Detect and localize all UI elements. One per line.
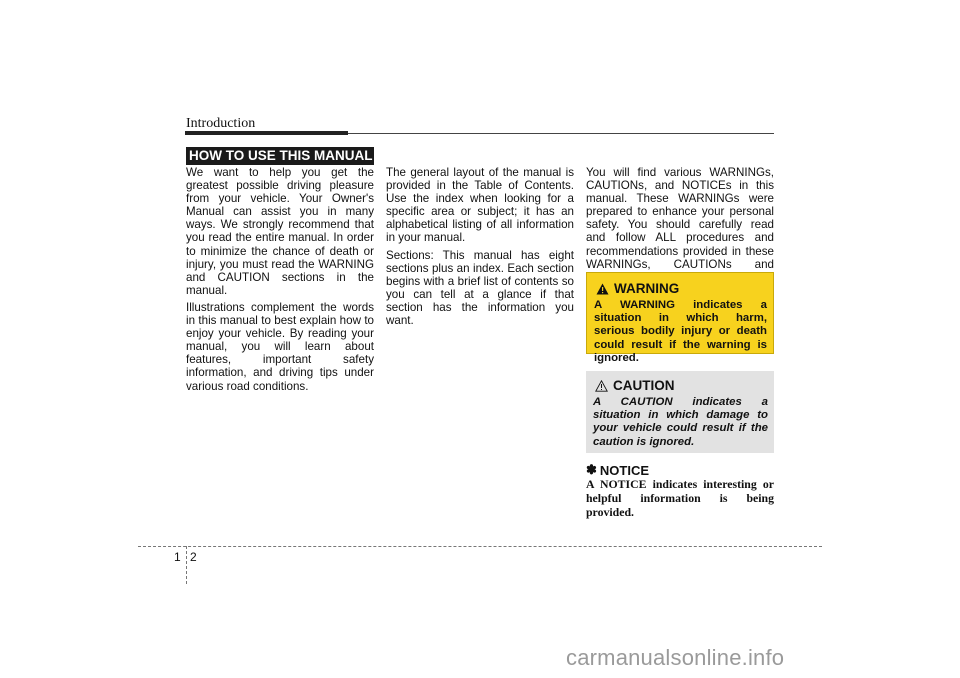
column-3 xyxy=(586,166,774,288)
warning-triangle-icon xyxy=(596,283,609,295)
caution-box xyxy=(586,371,774,453)
header-title: Introduction xyxy=(186,116,256,131)
column-2 xyxy=(386,166,574,331)
footer-divider xyxy=(186,546,187,584)
column-1 xyxy=(186,166,374,397)
footer-rule xyxy=(138,546,822,547)
caution-title xyxy=(595,378,768,393)
notice-text: A NOTICE indicates interesting or helpful information is being provided. xyxy=(586,477,774,519)
caution-title-label: CAUTION xyxy=(613,378,675,393)
column-2-paragraph: Sections: This manual has eight sections plus an index. Each section begins with a brief list of contents so you can tell at a glance if that section has the information you want. xyxy=(386,248,574,328)
caution-triangle-icon xyxy=(595,380,608,392)
column-1-paragraph: Illustrations complement the words in this manual to best explain how to enjoy your vehicle. By reading your manual, you will learn about features, important safety information, and driving tips under various road conditions. xyxy=(186,300,374,393)
warning-text: A WARNING indicates a situation in which harm, serious bodily injury or death could result if the warning is ignored. xyxy=(594,299,767,364)
section-heading: HOW TO USE THIS MANUAL xyxy=(186,147,374,165)
header-rule-thick xyxy=(185,131,348,135)
warning-box xyxy=(586,272,774,364)
watermark: carmanualsonline.info xyxy=(566,645,785,670)
header-rule-thin xyxy=(348,133,774,134)
notice-title-label: NOTICE xyxy=(599,462,650,478)
page-number: 2 xyxy=(190,550,197,564)
column-2-paragraph: The general layout of the manual is provided in the Table of Contents. Use the index when looking for a specific area or subject; it has an alphabetical listing of all information in your manual. xyxy=(386,166,574,245)
column-3-intro: You will find various WARNINGs, CAUTIONs, and NOTICEs in this manual. These WARNINGs were prepared to enhance your personal safety. You should carefully read and follow ALL procedures and recommendations provided in these WARNINGs, CAUTIONs and xyxy=(586,166,774,271)
warning-title xyxy=(596,281,767,296)
column-1-paragraph: We want to help you get the greatest possible driving pleasure from your vehicle. Your Owner's Manual can assist you in many ways. We strongly recommend that you read the entire manual. In order to minimize the chance of death or injury, you must read the WARNING and CAUTION sections in the manual. xyxy=(186,166,374,297)
notice-star-icon: ✽ xyxy=(586,462,597,477)
notice-title xyxy=(586,462,649,478)
warning-title-label: WARNING xyxy=(614,281,680,296)
page-chapter-number: 1 xyxy=(174,550,181,564)
caution-text: A CAUTION indicates a situation in which damage to your vehicle could result if the caution is ignored. xyxy=(593,396,768,448)
